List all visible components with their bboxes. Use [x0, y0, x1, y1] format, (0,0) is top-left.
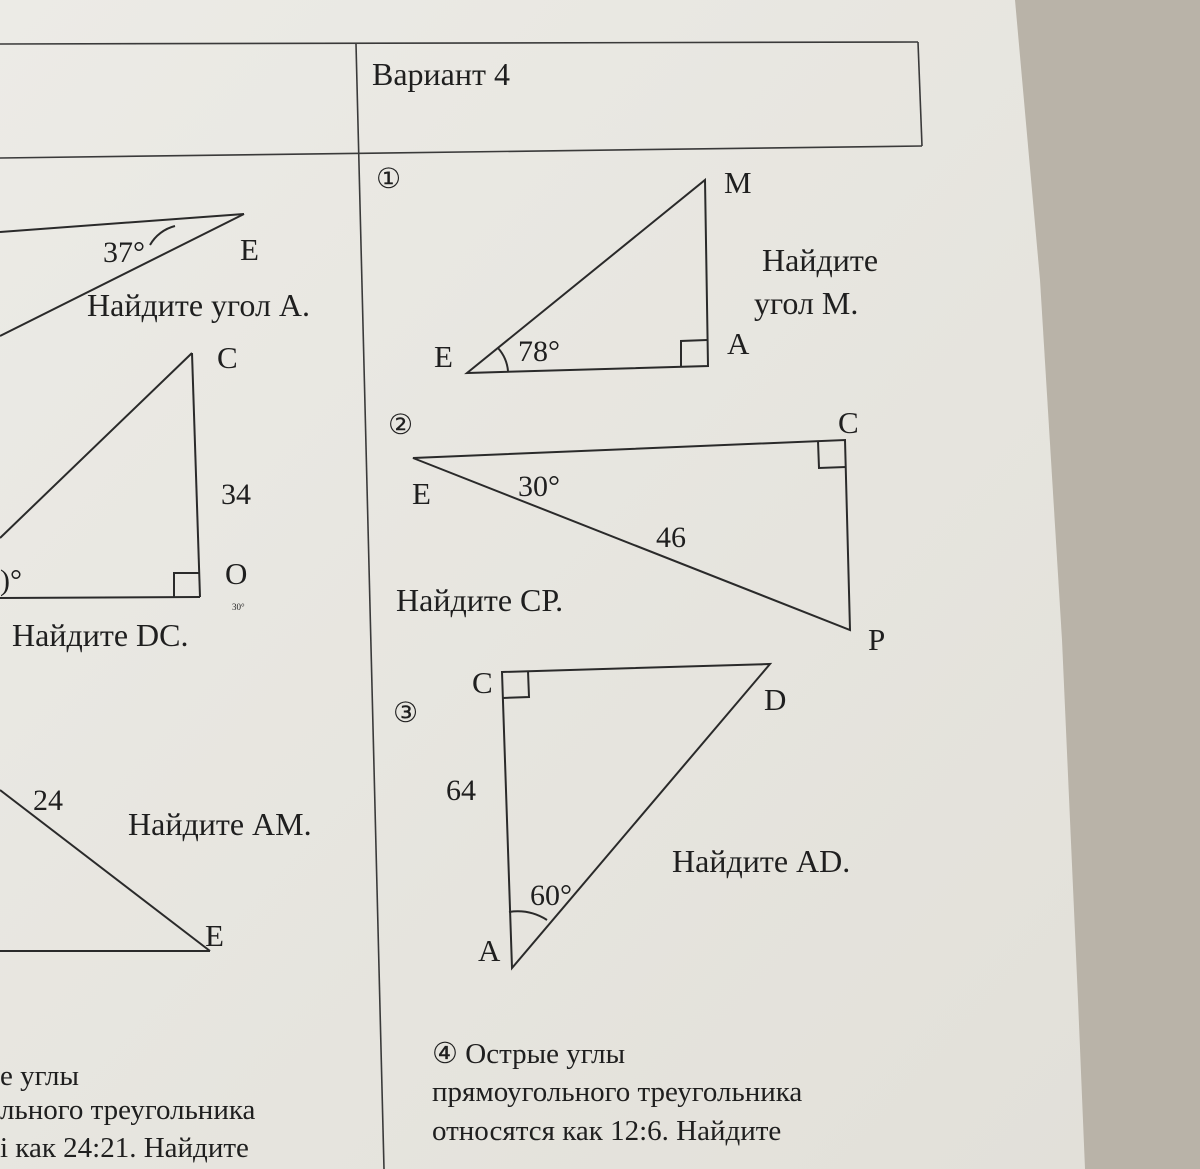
variant-title: Вариант 4 [372, 56, 510, 92]
task3-vertex-c: C [472, 665, 493, 700]
task4-line1: ④ Острые углы [432, 1038, 626, 1070]
left-vertex-o: O [225, 556, 248, 591]
left-tiny-note: 30° [232, 602, 245, 612]
left-side-34: 34 [221, 478, 251, 511]
left-prompt-angle-a: Найдите угол А. [87, 287, 311, 323]
left-task4-line1: е углы [0, 1060, 79, 1092]
left-vertex-c: C [217, 340, 238, 375]
task1-angle-78: 78° [518, 335, 560, 368]
left-vertex-e-top: E [240, 232, 259, 267]
task1-vertex-e: E [434, 339, 453, 374]
task3-number: ③ [393, 698, 419, 729]
task4-line2: прямоугольного треугольника [432, 1076, 803, 1108]
task2-prompt-cp: Найдите СР. [396, 582, 564, 618]
task3-vertex-a: A [478, 933, 501, 968]
task3-prompt-ad: Найдите AD. [672, 843, 851, 879]
left-prompt-dc: Найдите DC. [12, 617, 189, 653]
task3-side-64: 64 [446, 774, 476, 807]
left-triangle-b-base [0, 597, 200, 598]
task3-vertex-d: D [764, 682, 787, 717]
task2-angle-30: 30° [518, 470, 560, 503]
task3-angle-60: 60° [530, 879, 572, 912]
task2-vertex-e: E [412, 476, 431, 511]
task1-prompt-line1: Найдите [762, 242, 879, 278]
left-vertex-e-bottom: E [205, 918, 224, 953]
task2-vertex-c: C [838, 405, 859, 440]
task1-number: ① [376, 164, 402, 195]
left-angle-37: 37° [103, 236, 145, 269]
task2-number: ② [388, 410, 414, 441]
task1-vertex-m: M [724, 165, 752, 200]
left-task4-line3: і как 24:21. Найдите [0, 1132, 249, 1164]
task1-vertex-a: A [727, 326, 750, 361]
left-task4-line2: льного треугольника [0, 1094, 256, 1126]
task4-line3: относятся как 12:6. Найдите [432, 1115, 782, 1147]
left-angle-partial: )° [0, 564, 22, 597]
left-prompt-am: Найдите АМ. [128, 806, 312, 842]
task2-side-46: 46 [656, 521, 686, 554]
task1-prompt-line2: угол М. [754, 285, 859, 321]
left-side-24: 24 [33, 784, 63, 817]
task2-vertex-p: P [868, 622, 886, 657]
